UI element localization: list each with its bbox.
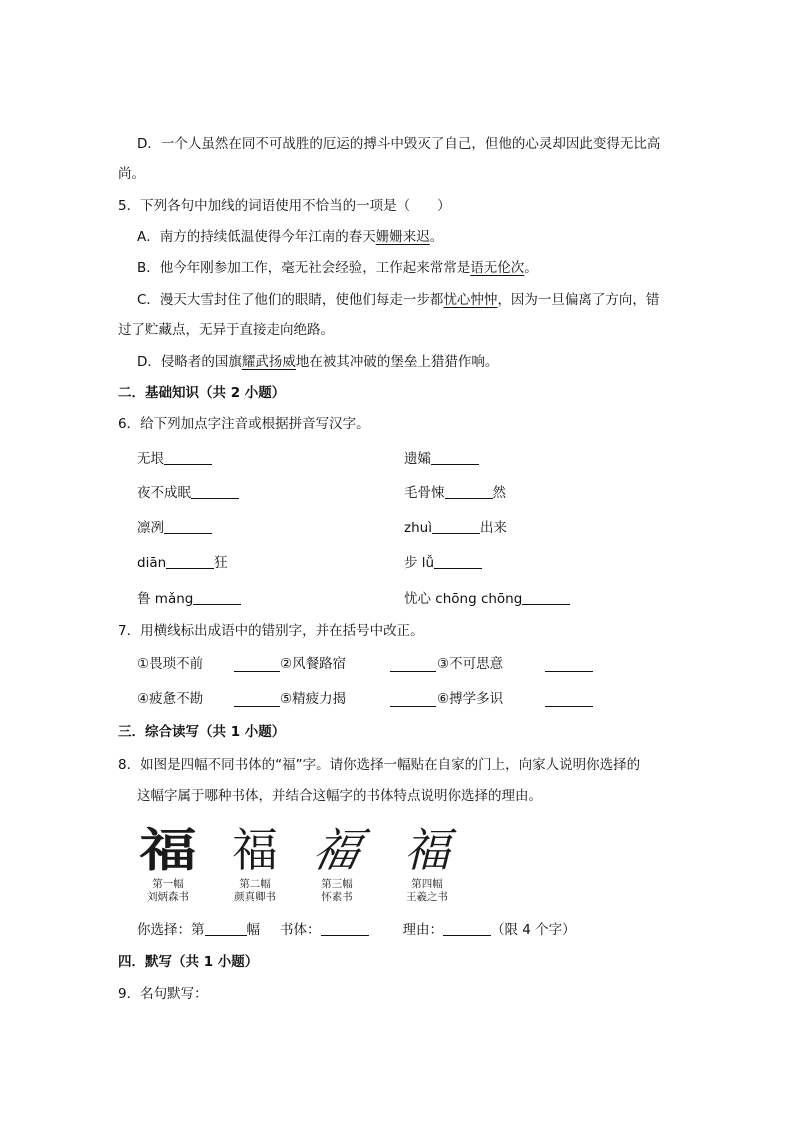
fu-glyph: 福 [139,823,197,877]
q7-item: ①畏琐不前 [137,656,204,672]
q7-item: ②风餐路宿 [280,656,347,672]
section-heading: 二．基础知识（共 2 小题） [118,385,286,401]
answer-blank[interactable] [234,692,280,707]
answer-blank[interactable] [166,554,214,569]
q9-stem: 9．名句默写： [118,986,208,1002]
q5-option-a: A．南方的持续低温使得今年江南的春天姗姗来迟。 [137,229,444,245]
underlined-term: 语无伦次 [470,260,525,276]
q5-option-d: D．侵略者的国旗耀武扬威地在被其冲破的堡垒上猎猎作响。 [137,354,499,370]
q8-stem-cont: 这幅字属于哪种书体，并结合这幅字的书体特点说明你选择的理由。 [137,788,542,804]
q6-item: diān 狂 [137,555,228,571]
underlined-term: 耀武扬威 [241,354,296,370]
q7-item: ④疲惫不勘 [137,691,204,707]
fu-calligraphy-2: 福 第二幅 颜真卿书 [220,822,290,904]
q6-item: 鲁 mǎng [137,589,241,609]
section-heading: 三．综合读写（共 1 小题） [118,724,286,740]
answer-blank[interactable] [390,657,436,672]
fu-glyph: 福 [232,823,278,877]
answer-blank[interactable] [431,450,479,465]
q6-item: 毛骨悚 然 [404,485,506,501]
answer-blank[interactable] [443,921,491,936]
q7-item: ⑥搏学多识 [437,691,504,707]
q6-item: 夜不成眠 [137,483,239,503]
answer-blank[interactable] [205,921,247,936]
answer-blank[interactable] [321,921,369,936]
answer-blank[interactable] [164,519,212,534]
q4-option-d: D．一个人虽然在同不可战胜的厄运的搏斗中毁灭了自己，但他的心灵却因此变得无比高 [137,136,661,152]
answer-blank[interactable] [545,657,593,672]
q6-item: 无垠 [137,449,212,469]
q5-option-b: B．他今年刚参加工作，毫无社会经验，工作起来常常是语无伦次。 [137,260,538,276]
answer-blank[interactable] [545,692,593,707]
q6-item: 步 lǚ [404,553,482,573]
underlined-term: 姗姗来迟 [375,229,430,245]
q6-item: 忧心 chōng chōng [404,589,570,609]
q7-item: ⑤精疲力揭 [280,691,347,707]
q6-item: 凛冽 [137,518,212,538]
fu-calligraphy-3: 福 第三幅 怀素书 [302,822,372,904]
section-heading: 四．默写（共 1 小题） [118,954,259,970]
fu-glyph: 福 [404,823,450,877]
q5-option-c: C．漫天大雪封住了他们的眼睛，使他们每走一步都忧心忡忡，因为一旦偏离了方向，错 [137,292,660,308]
underlined-term: 忧心忡忡 [443,292,498,308]
q8-stem: 8．如图是四幅不同书体的“福”字。请你选择一幅贴在自家的门上，向家人说明你选择的 [118,757,641,773]
q7-item: ③不可思意 [437,656,504,672]
q6-item: zhuì 出来 [404,520,507,536]
answer-blank[interactable] [191,484,239,499]
q6-item: 遗孀 [404,449,479,469]
fu-calligraphy-4: 福 第四幅 王羲之书 [392,822,462,904]
answer-blank[interactable] [164,450,212,465]
fu-glyph: 福 [308,823,366,877]
answer-blank[interactable] [390,692,436,707]
answer-blank[interactable] [434,554,482,569]
q5-option-c-cont: 过了贮藏点，无异于直接走向绝路。 [118,322,334,338]
fu-calligraphy-1: 福 第一幅 刘炳森书 [133,822,203,904]
q8-answer-line: 你选择：第 幅 书体： 理由： （限 4 个字） [137,922,576,938]
q6-stem: 6．给下列加点字注音或根据拼音写汉字。 [118,416,370,432]
answer-blank[interactable] [234,657,280,672]
q7-stem: 7．用横线标出成语中的错别字，并在括号中改正。 [118,623,424,639]
answer-blank[interactable] [522,590,570,605]
answer-blank[interactable] [445,484,493,499]
q4-option-d-cont: 尚。 [118,166,145,182]
q5-stem: 5．下列各句中加线的词语使用不恰当的一项是（ ） [118,198,451,214]
answer-blank[interactable] [432,519,480,534]
answer-blank[interactable] [193,590,241,605]
